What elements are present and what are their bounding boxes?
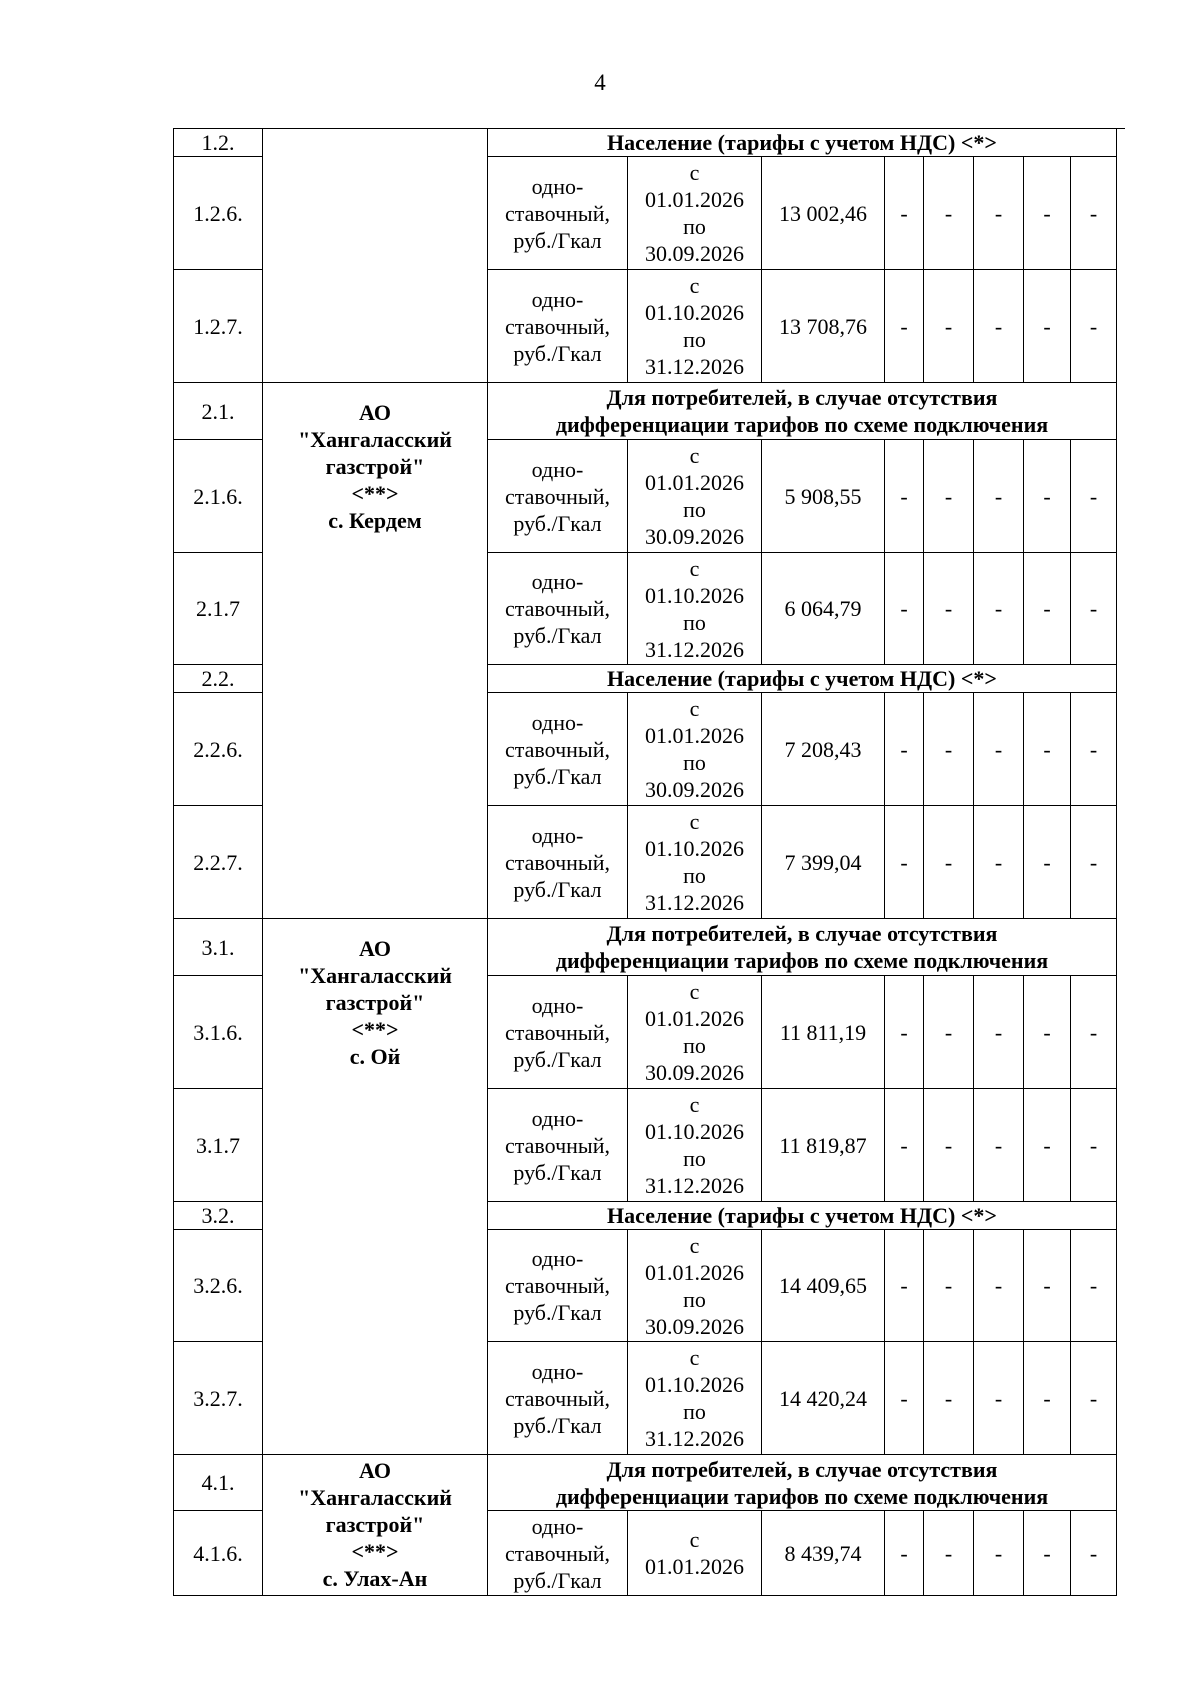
- tariff-type: одно- ставочный, руб./Гкал: [488, 157, 628, 270]
- row-number: 3.2.7.: [174, 1342, 263, 1455]
- dash-cell: -: [1024, 1511, 1071, 1596]
- row-number: 2.2.7.: [174, 806, 263, 919]
- period: с 01.01.2026 по 30.09.2026: [628, 440, 762, 553]
- dash-cell: -: [924, 693, 974, 806]
- dash-cell: -: [1071, 553, 1117, 665]
- tariff-type: одно- ставочный, руб./Гкал: [488, 270, 628, 383]
- row-number: 2.1.6.: [174, 440, 263, 553]
- dash-cell: -: [924, 1511, 974, 1596]
- tariff-value: 14 420,24: [762, 1342, 885, 1455]
- tariff-value: 13 002,46: [762, 157, 885, 270]
- dash-cell: -: [885, 806, 924, 919]
- dash-cell: -: [1024, 1230, 1071, 1342]
- organization-name: АО "Хангаласский газстрой" <**> с. Ой: [263, 919, 488, 1455]
- page-number: 4: [594, 70, 606, 95]
- dash-cell: -: [974, 1230, 1024, 1342]
- organization-name: АО "Хангаласский газстрой" <**> с. Улах-Ан: [263, 1455, 488, 1596]
- dash-cell: -: [924, 440, 974, 553]
- consumers-header: Для потребителей, в случае отсутствия дифференциации тарифов по схеме подключения: [488, 919, 1117, 976]
- dash-cell: -: [885, 553, 924, 665]
- dash-cell: -: [1024, 806, 1071, 919]
- tariff-type: одно- ставочный, руб./Гкал: [488, 806, 628, 919]
- dash-cell: -: [1024, 270, 1071, 383]
- row-number: 2.1.7: [174, 553, 263, 665]
- period: с 01.10.2026 по 31.12.2026: [628, 270, 762, 383]
- tariff-value: 11 819,87: [762, 1089, 885, 1202]
- tariff-value: 7 399,04: [762, 806, 885, 919]
- dash-cell: -: [1071, 270, 1117, 383]
- tariff-value: 11 811,19: [762, 976, 885, 1089]
- dash-cell: -: [885, 157, 924, 270]
- consumers-header: Для потребителей, в случае отсутствия дифференциации тарифов по схеме подключения: [488, 383, 1117, 440]
- dash-cell: -: [1024, 1342, 1071, 1455]
- row-number: 1.2.: [174, 129, 263, 157]
- dash-cell: -: [924, 806, 974, 919]
- dash-cell: -: [924, 1089, 974, 1202]
- organization-cell: [263, 129, 488, 383]
- dash-cell: -: [974, 270, 1024, 383]
- tariff-type: одно- ставочный, руб./Гкал: [488, 1230, 628, 1342]
- dash-cell: -: [1024, 976, 1071, 1089]
- period: с 01.10.2026 по 31.12.2026: [628, 1089, 762, 1202]
- row-number: 3.2.: [174, 1202, 263, 1230]
- row-number: 2.1.: [174, 383, 263, 440]
- dash-cell: -: [974, 1342, 1024, 1455]
- dash-cell: -: [885, 1230, 924, 1342]
- dash-cell: -: [1071, 440, 1117, 553]
- dash-cell: -: [885, 1342, 924, 1455]
- row-number: 1.2.7.: [174, 270, 263, 383]
- dash-cell: -: [974, 440, 1024, 553]
- row-number: 3.1.7: [174, 1089, 263, 1202]
- dash-cell: -: [974, 806, 1024, 919]
- tariff-value: 5 908,55: [762, 440, 885, 553]
- tariff-value: 8 439,74: [762, 1511, 885, 1596]
- dash-cell: -: [1024, 553, 1071, 665]
- tariff-value: 6 064,79: [762, 553, 885, 665]
- population-header: Население (тарифы с учетом НДС) <*>: [488, 1202, 1117, 1230]
- consumers-header: Для потребителей, в случае отсутствия дифференциации тарифов по схеме подключения: [488, 1455, 1117, 1511]
- dash-cell: -: [885, 1089, 924, 1202]
- dash-cell: -: [885, 976, 924, 1089]
- population-header: Население (тарифы с учетом НДС) <*>: [488, 129, 1117, 157]
- row-number: 4.1.6.: [174, 1511, 263, 1596]
- tariff-value: 13 708,76: [762, 270, 885, 383]
- population-header: Население (тарифы с учетом НДС) <*>: [488, 665, 1117, 693]
- dash-cell: -: [1071, 1089, 1117, 1202]
- dash-cell: -: [885, 1511, 924, 1596]
- dash-cell: -: [974, 157, 1024, 270]
- dash-cell: -: [974, 693, 1024, 806]
- dash-cell: -: [885, 440, 924, 553]
- period: с 01.01.2026 по 30.09.2026: [628, 693, 762, 806]
- tariff-value: 14 409,65: [762, 1230, 885, 1342]
- row-number: 3.1.: [174, 919, 263, 976]
- dash-cell: -: [974, 1089, 1024, 1202]
- row-number: 3.1.6.: [174, 976, 263, 1089]
- dash-cell: -: [1071, 976, 1117, 1089]
- period: с 01.01.2026: [628, 1511, 762, 1596]
- period: с 01.01.2026 по 30.09.2026: [628, 976, 762, 1089]
- tariff-type: одно- ставочный, руб./Гкал: [488, 440, 628, 553]
- row-number: 2.2.: [174, 665, 263, 693]
- period: с 01.01.2026 по 30.09.2026: [628, 157, 762, 270]
- period: с 01.10.2026 по 31.12.2026: [628, 553, 762, 665]
- dash-cell: -: [974, 976, 1024, 1089]
- tariff-type: одно- ставочный, руб./Гкал: [488, 693, 628, 806]
- tariff-type: одно- ставочный, руб./Гкал: [488, 976, 628, 1089]
- dash-cell: -: [924, 1342, 974, 1455]
- dash-cell: -: [1024, 1089, 1071, 1202]
- tariff-type: одно- ставочный, руб./Гкал: [488, 553, 628, 665]
- dash-cell: -: [974, 1511, 1024, 1596]
- dash-cell: -: [1071, 1342, 1117, 1455]
- row-number: 3.2.6.: [174, 1230, 263, 1342]
- dash-cell: -: [924, 976, 974, 1089]
- dash-cell: -: [1071, 693, 1117, 806]
- tariff-type: одно- ставочный, руб./Гкал: [488, 1089, 628, 1202]
- organization-name: АО "Хангаласский газстрой" <**> с. Кердем: [263, 383, 488, 919]
- dash-cell: -: [1071, 1230, 1117, 1342]
- tariff-type: одно- ставочный, руб./Гкал: [488, 1511, 628, 1596]
- period: с 01.01.2026 по 30.09.2026: [628, 1230, 762, 1342]
- dash-cell: -: [924, 553, 974, 665]
- dash-cell: -: [1024, 693, 1071, 806]
- period: с 01.10.2026 по 31.12.2026: [628, 806, 762, 919]
- tariff-value: 7 208,43: [762, 693, 885, 806]
- dash-cell: -: [1071, 806, 1117, 919]
- dash-cell: -: [924, 1230, 974, 1342]
- dash-cell: -: [924, 157, 974, 270]
- dash-cell: -: [885, 693, 924, 806]
- row-number: 2.2.6.: [174, 693, 263, 806]
- period: с 01.10.2026 по 31.12.2026: [628, 1342, 762, 1455]
- dash-cell: -: [1024, 440, 1071, 553]
- tariff-table: [173, 128, 1125, 1596]
- row-number: 1.2.6.: [174, 157, 263, 270]
- dash-cell: -: [974, 553, 1024, 665]
- dash-cell: -: [924, 270, 974, 383]
- dash-cell: -: [1024, 157, 1071, 270]
- dash-cell: -: [1071, 157, 1117, 270]
- dash-cell: -: [1071, 1511, 1117, 1596]
- row-number: 4.1.: [174, 1455, 263, 1511]
- dash-cell: -: [885, 270, 924, 383]
- tariff-type: одно- ставочный, руб./Гкал: [488, 1342, 628, 1455]
